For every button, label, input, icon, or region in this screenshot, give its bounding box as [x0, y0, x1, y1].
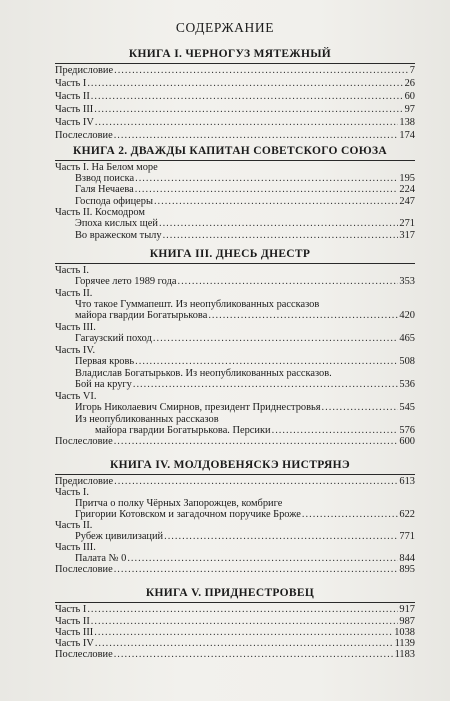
entry-page: 917	[399, 604, 415, 615]
entry-label: Господа офицеры	[75, 196, 153, 207]
book-heading: КНИГА V. ПРИДНЕСТРОВЕЦ	[145, 587, 315, 599]
toc-entry	[75, 332, 415, 345]
toc-entry	[75, 508, 415, 521]
entry-page: 622	[399, 509, 415, 520]
part-label: Часть I. На Белом море	[55, 162, 158, 173]
entry-label: Игорь Николаевич Смирнов, президент Приднестровья	[75, 402, 321, 413]
part-label: Часть I.	[55, 265, 89, 276]
toc-entry	[75, 229, 415, 242]
entry-label: Предисловие	[55, 476, 114, 487]
leader-dots	[87, 77, 403, 90]
toc-entry	[75, 275, 415, 288]
toc-entry	[55, 648, 415, 661]
entry-label: майора гвардии Богатырькова	[75, 310, 208, 321]
toc-entry	[75, 530, 415, 543]
leader-dots	[302, 508, 399, 521]
part-label: Часть II.	[55, 288, 93, 299]
entry-page: 317	[399, 230, 415, 241]
entry-label: Часть II	[55, 91, 90, 102]
leader-dots	[153, 332, 399, 345]
entry-page: 508	[399, 356, 415, 367]
part-label: Часть II.	[55, 520, 93, 531]
leader-dots	[95, 116, 399, 129]
entry-label: Часть III	[55, 104, 94, 115]
entry-page: 224	[399, 184, 415, 195]
entry-page: 420	[399, 310, 415, 321]
entry-label: Часть II	[55, 616, 90, 627]
book-heading: КНИГА III. ДНЕСЬ ДНЕСТР	[149, 248, 311, 260]
divider	[55, 263, 415, 264]
entry-label: Послесловие	[55, 564, 113, 575]
entry-label: Часть III	[55, 627, 94, 638]
entry-label: Рубеж цивилизаций	[75, 531, 164, 542]
toc-entry	[75, 309, 415, 322]
entry-label: Часть I	[55, 78, 87, 89]
leader-dots	[114, 435, 399, 448]
toc-entry	[75, 378, 415, 391]
toc-entry	[55, 435, 415, 448]
entry-page: 1038	[394, 627, 415, 638]
toc-entry	[55, 563, 415, 576]
entry-page: 895	[399, 564, 415, 575]
leader-dots	[133, 378, 399, 391]
book-heading: КНИГА 2. ДВАЖДЫ КАПИТАН СОВЕТСКОГО СОЮЗА	[72, 145, 388, 157]
entry-page: 545	[399, 402, 415, 413]
entry-page: 987	[399, 616, 415, 627]
entry-page: 1139	[394, 638, 415, 649]
entry-label: Предисловие	[55, 65, 114, 76]
entry-page: 60	[404, 91, 415, 102]
entry-label: Часть IV	[55, 638, 94, 649]
entry-label: Из неопубликованных рассказов	[75, 414, 219, 425]
toc-entry	[55, 90, 415, 103]
leader-dots	[163, 229, 399, 242]
entry-label: Послесловие	[55, 436, 113, 447]
leader-dots	[208, 309, 398, 322]
entry-page: 771	[399, 531, 415, 542]
part-label: Часть III.	[55, 542, 96, 553]
leader-dots	[114, 475, 398, 488]
entry-label: Взвод поиска	[75, 173, 135, 184]
entry-label: Первая кровь	[75, 356, 135, 367]
entry-label: Притча о полку Чёрных Запорожцев, комбриге	[75, 498, 283, 509]
entry-label: Бой на кругу	[75, 379, 132, 390]
entry-label: Послесловие	[55, 130, 113, 141]
entry-page: 465	[399, 333, 415, 344]
entry-label: Послесловие	[55, 649, 113, 660]
entry-page: 195	[399, 173, 415, 184]
entry-label: Владислав Богатырьков. Из неопубликованных рассказов.	[75, 368, 332, 379]
entry-label: Часть IV	[55, 117, 94, 128]
entry-page: 353	[399, 276, 415, 287]
book-heading: КНИГА I. ЧЕРНОГУЗ МЯТЕЖНЫЙ	[128, 48, 332, 60]
entry-page: 138	[399, 117, 415, 128]
toc-entry	[55, 116, 415, 129]
entry-page: 7	[409, 65, 415, 76]
entry-page: 600	[399, 436, 415, 447]
part-label: Часть II. Космодром	[55, 207, 145, 218]
page-title: СОДЕРЖАНИЕ	[175, 20, 275, 35]
part-label: Часть IV.	[55, 345, 96, 356]
book-heading: КНИГА IV. МОЛДОВЕНЯСКЭ НИСТРЯНЭ	[110, 459, 350, 471]
entry-page: 576	[399, 425, 415, 436]
entry-page: 536	[399, 379, 415, 390]
entry-page: 844	[399, 553, 415, 564]
leader-dots	[164, 530, 398, 543]
entry-page: 247	[399, 196, 415, 207]
toc-entry	[55, 77, 415, 90]
leader-dots	[114, 563, 399, 576]
entry-page: 174	[399, 130, 415, 141]
entry-page: 613	[399, 476, 415, 487]
entry-label: Во вражеском тылу	[75, 230, 162, 241]
part-label: Часть III.	[55, 322, 96, 333]
leader-dots	[154, 195, 398, 208]
entry-label: Галя Нечаева	[75, 184, 134, 195]
toc-entry	[55, 103, 415, 116]
part-label: Часть VI.	[55, 391, 97, 402]
faint-stamp	[180, 683, 270, 697]
entry-page: 271	[399, 218, 415, 229]
part-label: Часть I.	[55, 487, 89, 498]
entry-label: Часть I	[55, 604, 87, 615]
toc-entry	[55, 475, 415, 488]
toc-entry	[55, 64, 415, 77]
entry-label: Эпоха кислых щей	[75, 218, 158, 229]
entry-label: Гагаузский поход	[75, 333, 152, 344]
entry-label: майора гвардии Богатырькова. Персики	[95, 425, 271, 436]
leader-dots	[322, 401, 399, 414]
entry-label: Что такое Гуммапешт. Из неопубликованных рассказов	[75, 299, 320, 310]
leader-dots	[114, 129, 399, 142]
entry-label: Григории Котовском и загадочном поручике Броже	[75, 509, 301, 520]
leader-dots	[94, 103, 403, 116]
entry-page: 97	[404, 104, 415, 115]
entry-label: Горячее лето 1989 года	[75, 276, 177, 287]
leader-dots	[177, 275, 398, 288]
entry-page: 26	[404, 78, 415, 89]
entry-page: 1183	[394, 649, 415, 660]
entry-label: Палата № 0	[75, 553, 127, 564]
leader-dots	[91, 90, 404, 103]
toc-entry	[55, 129, 415, 142]
leader-dots	[114, 64, 409, 77]
leader-dots	[114, 648, 394, 661]
